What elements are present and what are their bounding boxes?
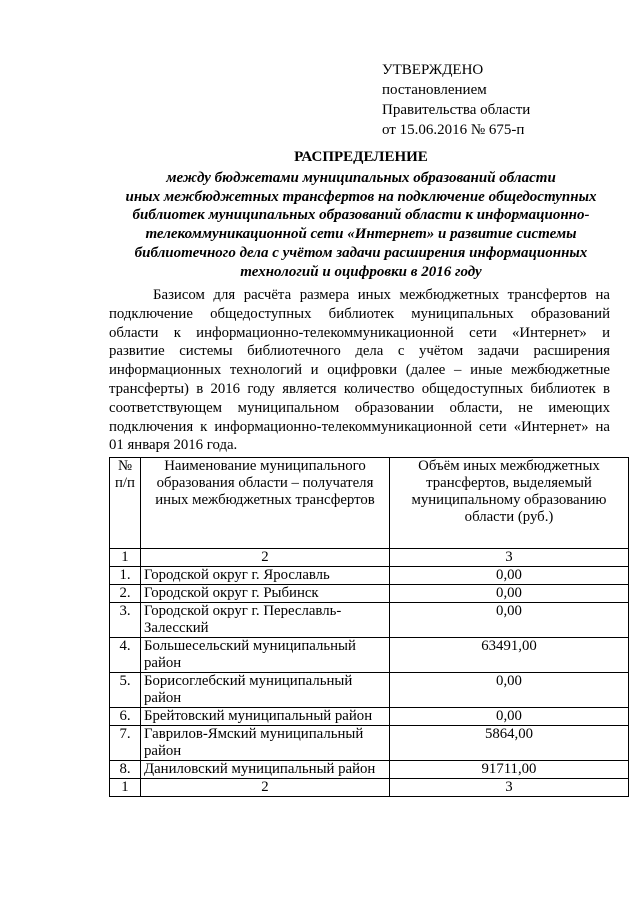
paragraph-line: области к информационно-телекоммуникационной сети «Интернет» и	[109, 324, 610, 341]
paragraph-line: информационных технологий и оцифровки (далее – иные межбюджетные	[109, 362, 610, 379]
column-number: 1	[110, 549, 141, 567]
table-row	[110, 708, 629, 726]
paragraph-line: Базисом для расчёта размера иных межбюджетных трансфертов на	[153, 287, 610, 303]
row-number: 8.	[110, 761, 141, 779]
title-line: технологий и оцифровки в 2016 году	[240, 263, 482, 280]
footer-number-row	[110, 779, 629, 797]
row-number: 4.	[110, 638, 141, 673]
row-amount: 0,00	[390, 708, 629, 726]
header-number: № п/п	[110, 458, 141, 549]
table-row	[110, 603, 629, 638]
row-municipality: Городской округ г. Переславль-Залесский	[141, 603, 390, 638]
header-amount: Объём иных межбюджетных трансфертов, выделяемый муниципальному образованию области (руб.)	[390, 458, 629, 549]
table-row	[110, 638, 629, 673]
paragraph-line: трансферты) в 2016 году является количество общедоступных библиотек в	[109, 380, 610, 397]
column-number: 2	[141, 779, 390, 797]
row-amount: 91711,00	[390, 761, 629, 779]
row-municipality: Гаврилов-Ямский муниципальный район	[141, 726, 390, 761]
row-amount: 0,00	[390, 567, 629, 585]
row-number: 6.	[110, 708, 141, 726]
distribution-table	[109, 457, 629, 797]
title-line: иных межбюджетных трансфертов на подключение общедоступных	[125, 188, 597, 205]
row-number: 1.	[110, 567, 141, 585]
row-amount: 0,00	[390, 603, 629, 638]
approval-block	[382, 60, 530, 140]
paragraph-line: соответствующем муниципальном образовании области, не имеющих	[109, 399, 610, 416]
title-line: телекоммуникационной сети «Интернет» и развитие системы	[145, 226, 577, 243]
row-number: 3.	[110, 603, 141, 638]
document-title	[96, 145, 626, 281]
row-amount: 63491,00	[390, 638, 629, 673]
intro-paragraph	[109, 286, 610, 455]
title-line: библиотек муниципальных образований области к информационно-	[132, 207, 590, 224]
title-main: РАСПРЕДЕЛЕНИЕ	[294, 149, 428, 165]
column-number: 2	[141, 549, 390, 567]
column-number: 3	[390, 549, 629, 567]
approval-date-number: от 15.06.2016 № 675-п	[382, 122, 525, 138]
row-municipality: Большесельский муниципальный район	[141, 638, 390, 673]
column-number-row	[110, 549, 629, 567]
approval-line: Правительства области	[382, 102, 531, 118]
row-municipality: Городской округ г. Рыбинск	[141, 585, 390, 603]
table-header-row	[110, 458, 629, 549]
row-number: 5.	[110, 673, 141, 708]
row-municipality: Борисоглебский муниципальный район	[141, 673, 390, 708]
column-number: 3	[390, 779, 629, 797]
row-amount: 0,00	[390, 585, 629, 603]
row-amount: 5864,00	[390, 726, 629, 761]
table-row	[110, 673, 629, 708]
row-number: 7.	[110, 726, 141, 761]
table-row	[110, 585, 629, 603]
approval-line: постановлением	[382, 82, 487, 98]
title-line: между бюджетами муниципальных образований области	[166, 170, 556, 186]
row-number: 2.	[110, 585, 141, 603]
row-municipality: Городской округ г. Ярославль	[141, 567, 390, 585]
table-row	[110, 567, 629, 585]
approval-status: УТВЕРЖДЕНО	[382, 62, 484, 78]
table-row	[110, 726, 629, 761]
column-number: 1	[110, 779, 141, 797]
row-municipality: Брейтовский муниципальный район	[141, 708, 390, 726]
row-amount: 0,00	[390, 673, 629, 708]
paragraph-line: 01 января 2016 года.	[109, 437, 238, 454]
paragraph-line: подключение общедоступных библиотек муниципальных образований	[109, 305, 610, 322]
title-line: библиотечного дела с учётом задачи расширения информационных	[134, 244, 588, 261]
table-row	[110, 761, 629, 779]
paragraph-line: развитие системы библиотечного дела с учётом задачи расширения	[109, 343, 610, 360]
header-municipality: Наименование муниципального образования области – получателя иных межбюджетных трансфертов	[141, 458, 390, 549]
row-municipality: Даниловский муниципальный район	[141, 761, 390, 779]
paragraph-line: подключения к информационно-телекоммуникационной сети «Интернет» на	[109, 418, 610, 435]
